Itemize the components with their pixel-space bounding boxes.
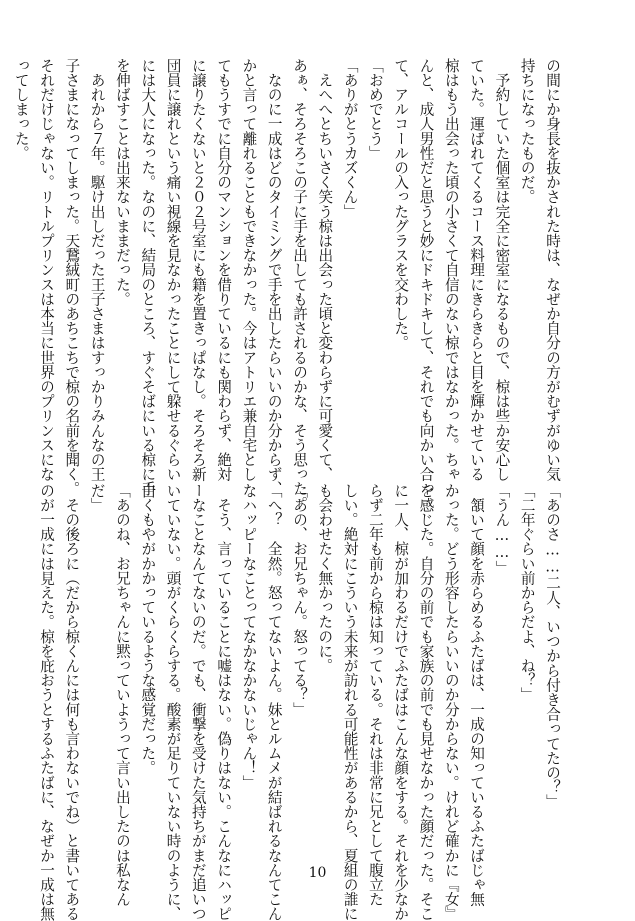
text-line: なハッピーなことってなかなかないじゃん！」 [240,483,258,790]
text-line: に一人、椋が加わるだけでふたばはこんな顔をする。それを少なか [392,483,410,921]
text-line: 「へ？ 全然。怒ってないよん。妹とルムメが結ばれるなんてこん [265,483,283,921]
text-line: を感じた。自分の前でも家族の前でも見せなかった顔だった。そこ [417,483,435,921]
text-line: 「ありがとうカズくん」 [341,58,359,219]
text-line: いていない。頭がくらくらする。酸素が足りていない時のように、 [164,483,182,921]
text-line: てもうすでに自分のマンションを借りているにも関わらず、絶対 [215,58,233,482]
text-line: しい。絶対にこういう未来が訪れる可能性があるから、夏組の誰に [341,483,359,921]
text-line: 「おめでとう」 [366,58,384,161]
text-line: 椋はもう出会った頃の小さくて自信のない椋ではなかった。ちゃ [442,58,460,482]
text-block-top [12,58,565,511]
text-line: なのに一成はどのタイミングで手を出したらいいのか分からず、 [265,58,283,496]
text-line: て、アルコールの入ったグラスを交わした。 [392,58,410,350]
text-line: も会わせたく無かったのに。 [316,483,334,673]
text-line: 「あの、お兄ちゃん。怒ってる？」 [291,483,309,717]
text-line: ーなことなんてないのだ。でも、衝撃を受けた気持ちがまだ追いつ [189,483,207,921]
text-line: えへへとちいさく笑う椋は出会った頃と変わらずに可愛くて、 [316,58,334,482]
text-line: 「うん……」 [493,483,511,576]
text-line: 白くもやがかかっているような感覚だった。 [139,483,157,775]
text-line: 「あのね、お兄ちゃんに黙っていようって言い出したのは私なん [113,483,131,907]
text-line: あぁ、そろそろこの子に手を出しても許されるのかな、そう思った。 [291,58,309,511]
text-line: ていた。運ばれてくるコース料理にきらきらと目を輝かせている [468,58,486,482]
text-line: そう、言っていることに嘘はない。偽りはない。こんなにハッピ [215,483,233,921]
text-line: 「二年ぐらい前からだよ、ね？」 [518,483,536,702]
text-line: の間にか身長を抜かされた時は、なぜか自分の方がむずがゆい気 [544,58,561,482]
text-line: 予約していた個室は完全に密室になるもので、椋は些か安心し [493,58,511,482]
text-line: あれから７年。駆け出しだった王子さまはすっかりみんなの王 [88,58,106,482]
text-line: かった。どう形容したらいいのか分からない。けれど確かに『女』 [442,483,460,921]
text-line: には大人になった。なのに、結局のところ、すぐそばにいる椋に手 [139,58,157,496]
text-line: それだけじゃない。リトルプリンスは本当に世界のプリンスにな [38,58,56,482]
text-line: 持ちになったものだ。 [518,58,536,204]
text-line: その後ろに（だから椋くんには何も言わないでね）と書いてある [63,483,81,921]
text-line: かと言って離れることもできなかった。今はアトリエ兼自宅とし [240,58,258,482]
text-line: のが一成には見えた。椋を庇おうとするふたばに、なぜか一成は無 [38,483,56,921]
text-line: 頷いて顔を赤らめるふたばは、一成の知っているふたばじゃ無 [468,483,486,907]
text-line: 団員に譲れという痛い視線を見なかったことにして躱せるぐらい [164,58,182,482]
text-line: らず二年も前から椋は知っている。それは非常に兄として腹立た [366,483,384,907]
text-line: 子さまになってしまった。天鵞絨町のあちこちで椋の名前を聞く。 [63,58,81,496]
text-line: んと、成人男性だと思うと妙にドキドキして、それでも向かい合っ [417,58,435,496]
text-line: に譲りたくないと２０２号室にも籍を置きっぱなし。そろそろ新 [189,58,207,482]
page-number: 10 [308,865,327,881]
text-line: ってしまった。 [12,58,30,161]
text-line: を伸ばすことは出来ないままだった。 [113,58,131,307]
text-line: だ」 [88,483,106,513]
text-line: 「あのさ……二人、いつから付き合ってたの？」 [544,483,561,809]
